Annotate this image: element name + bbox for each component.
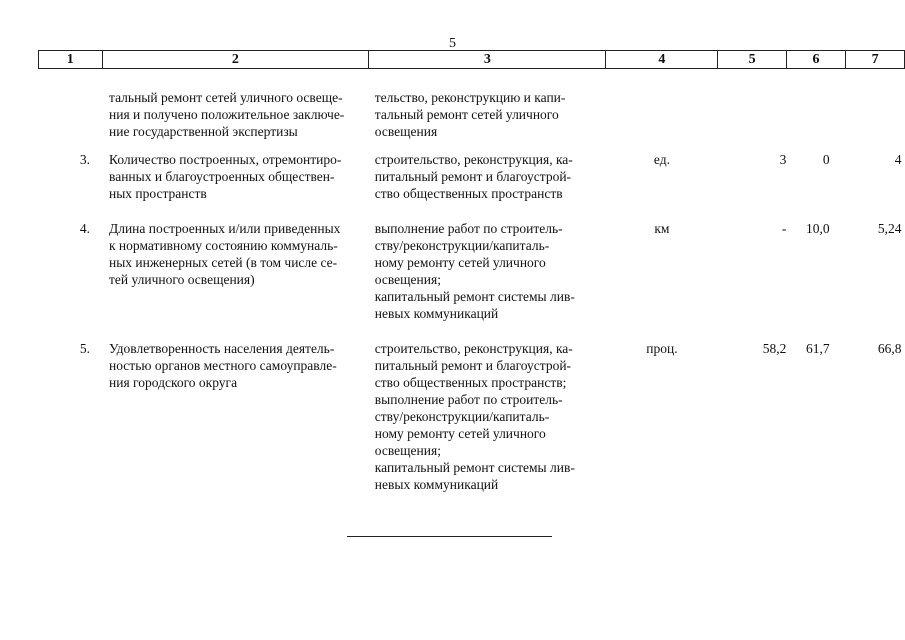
text-line: освещения; [374, 443, 441, 458]
text-line: ному ремонту сетей уличного [374, 255, 546, 270]
value-col5 [718, 69, 786, 152]
indicator-actions [369, 151, 606, 220]
text-line: ству/реконструкции/капиталь- [374, 409, 550, 424]
row-number: 5. [79, 341, 90, 356]
page-number: 5 [449, 36, 456, 51]
indicator-name [102, 340, 369, 511]
text-line: капитальный ремонт системы лив- [374, 460, 575, 475]
text-line: освещения [374, 124, 438, 139]
column-header: 3 [369, 51, 606, 69]
text-line: ных инженерных сетей (в том числе се- [109, 255, 338, 270]
row-number [39, 69, 103, 152]
unit-cell: ед. [653, 152, 670, 167]
value-col5: 58,2 [762, 341, 787, 356]
indicator-actions [369, 220, 606, 340]
row-number: 4. [79, 221, 90, 236]
column-header: 7 [846, 51, 905, 69]
column-header: 4 [606, 51, 718, 69]
value-col5: - [781, 221, 787, 236]
text-line: невых коммуникаций [374, 306, 499, 321]
column-header: 5 [718, 51, 786, 69]
text-line: ных пространств [109, 186, 207, 201]
indicator-name [102, 220, 369, 340]
text-line: ния городского округа [109, 375, 238, 390]
text-line: освещения; [374, 272, 441, 287]
value-col6: 0 [822, 152, 830, 167]
value-col6: 61,7 [806, 341, 830, 356]
indicator-name [102, 69, 369, 152]
text-line: ние государственной экспертизы [109, 124, 298, 139]
text-line: капитальный ремонт системы лив- [374, 289, 575, 304]
text-line: выполнение работ по строитель- [374, 221, 563, 236]
value-col7: 66,8 [877, 341, 902, 356]
text-line: выполнение работ по строитель- [374, 392, 563, 407]
text-line: питальный ремонт и благоустрой- [374, 169, 572, 184]
text-line: Удовлетворенность населения деятель- [109, 341, 335, 356]
table-header-row [39, 51, 905, 69]
value-col6 [786, 69, 845, 152]
table-row [39, 220, 905, 340]
text-line: Длина построенных и/или приведенных [109, 221, 341, 236]
value-col5: 3 [779, 152, 787, 167]
text-line: тей уличного освещения) [109, 272, 255, 287]
value-col6: 10,0 [806, 221, 830, 236]
text-line: строительство, реконструкция, ка- [374, 341, 573, 356]
indicator-actions [369, 340, 606, 511]
text-line: питальный ремонт и благоустрой- [374, 358, 572, 373]
text-line: ству/реконструкции/капиталь- [374, 238, 550, 253]
text-line: строительство, реконструкция, ка- [374, 152, 573, 167]
text-line: ному ремонту сетей уличного [374, 426, 546, 441]
table-row [39, 151, 905, 220]
text-line: невых коммуникаций [374, 477, 499, 492]
table-row [39, 69, 905, 152]
column-header: 6 [786, 51, 845, 69]
text-line: ностью органов местного самоуправле- [109, 358, 337, 373]
unit-cell: проц. [646, 341, 678, 356]
text-line: тельство, реконструкцию и капи- [374, 90, 566, 105]
unit-cell: км [654, 221, 670, 236]
column-header: 2 [102, 51, 369, 69]
value-col7 [846, 69, 905, 152]
text-line: ство общественных пространств [374, 186, 563, 201]
column-header: 1 [39, 51, 103, 69]
indicator-name [102, 151, 369, 220]
text-line: ство общественных пространств; [374, 375, 567, 390]
value-col7: 4 [894, 152, 902, 167]
text-line: тальный ремонт сетей уличного освеще- [109, 90, 343, 105]
closing-rule [347, 536, 552, 537]
table-row [39, 340, 905, 511]
text-line: ванных и благоустроенных обществен- [109, 169, 335, 184]
value-col7: 5,24 [877, 221, 902, 236]
text-line: тальный ремонт сетей уличного [374, 107, 559, 122]
text-line: ния и получено положительное заключе- [109, 107, 345, 122]
indicators-table [38, 50, 905, 511]
row-number: 3. [79, 152, 90, 167]
indicator-actions [369, 69, 606, 152]
text-line: Количество построенных, отремонтиро- [109, 152, 342, 167]
text-line: к нормативному состоянию коммуналь- [109, 238, 338, 253]
unit-cell [606, 69, 718, 152]
